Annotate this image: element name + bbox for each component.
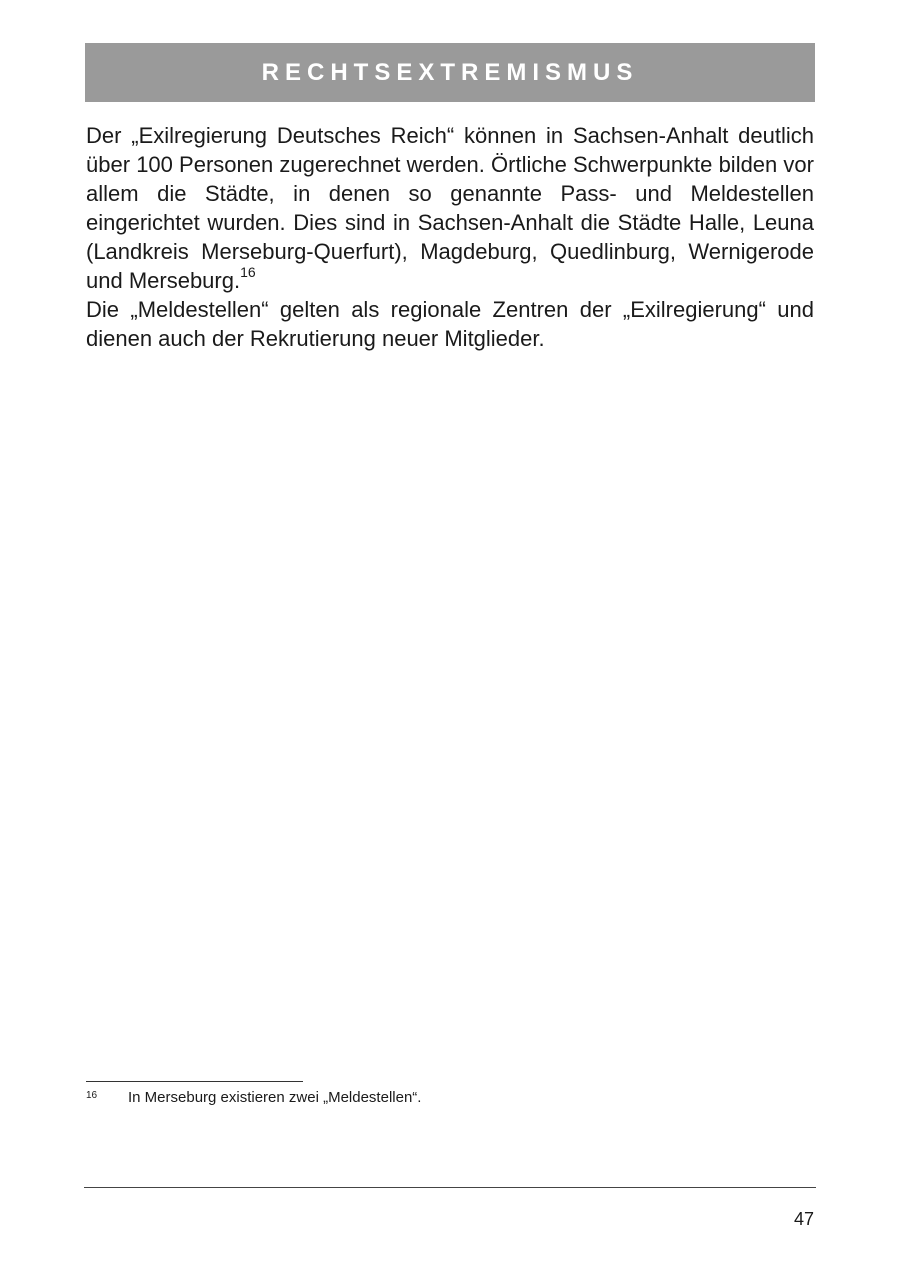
paragraph-text: Der „Exilregierung Deutsches Reich“ können in Sachsen-Anhalt deutlich über 100 Personen zugerechnet werden. Örtliche Schwerpunkte bilden vor allem die Städte, in denen so genannte Pass- und Meldestellen eingerichtet wurden. Dies sind in Sachsen-Anhalt die Städte Halle, Leuna (Landkreis Merseburg-Querfurt), Magdeburg, Quedlinburg, Wernigerode und Merseburg. — [86, 123, 814, 293]
footnote-text: In Merseburg existieren zwei „Meldestellen“. — [128, 1089, 422, 1106]
footnote-reference[interactable]: 16 — [240, 264, 256, 280]
section-title: RECHTSEXTREMISMUS — [261, 58, 639, 86]
footer-divider — [84, 1187, 816, 1188]
page-number: 47 — [793, 1209, 814, 1229]
footnote-divider — [86, 1081, 303, 1082]
paragraph: Die „Meldestellen“ gelten als regionale Zentren der „Exilregierung“ und dienen auch der Rekrutierung neuer Mitglieder. — [86, 297, 814, 351]
paragraph — [86, 121, 814, 295]
section-header-bar — [85, 43, 815, 102]
footnote-number: 16 — [86, 1090, 98, 1101]
main-text — [86, 121, 814, 353]
